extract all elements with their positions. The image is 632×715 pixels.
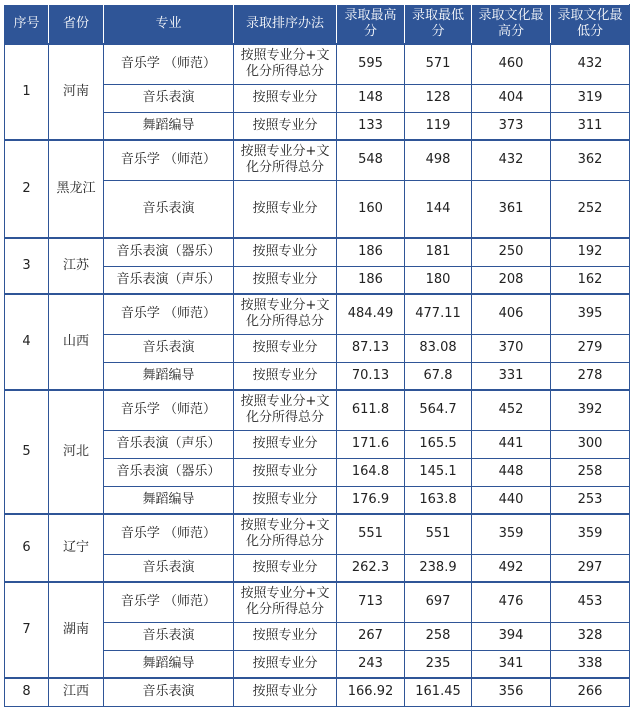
row-min: 163.8 (405, 486, 472, 514)
row-cmax: 394 (472, 622, 551, 650)
header-no: 序号 (5, 5, 49, 45)
row-method: 按照专业分+文化分所得总分 (234, 582, 337, 622)
row-no: 3 (5, 238, 49, 294)
row-cmax: 359 (472, 514, 551, 554)
row-method: 按照专业分 (234, 650, 337, 678)
row-min: 697 (405, 582, 472, 622)
row-method: 按照专业分 (234, 266, 337, 294)
row-max: 70.13 (337, 362, 405, 390)
row-min: 67.8 (405, 362, 472, 390)
row-method: 按照专业分 (234, 84, 337, 112)
row-min: 83.08 (405, 334, 472, 362)
row-no: 2 (5, 140, 49, 238)
row-min: 145.1 (405, 458, 472, 486)
row-cmax: 208 (472, 266, 551, 294)
row-cmin: 432 (551, 44, 630, 84)
row-cmin: 297 (551, 554, 630, 582)
row-method: 按照专业分 (234, 334, 337, 362)
row-max: 243 (337, 650, 405, 678)
row-max: 186 (337, 238, 405, 266)
row-cmin: 453 (551, 582, 630, 622)
table-row (5, 678, 630, 706)
row-max: 160 (337, 180, 405, 238)
row-cmin: 362 (551, 140, 630, 180)
row-min: 258 (405, 622, 472, 650)
row-method: 按照专业分 (234, 430, 337, 458)
row-cmin: 278 (551, 362, 630, 390)
row-min: 235 (405, 650, 472, 678)
table-row (5, 44, 630, 84)
header-culture-min: 录取文化最低分 (551, 5, 630, 45)
row-province: 江苏 (49, 238, 104, 294)
row-major: 音乐学 （师范） (104, 140, 234, 180)
row-province: 河北 (49, 390, 104, 514)
row-cmax: 404 (472, 84, 551, 112)
row-max: 484.49 (337, 294, 405, 334)
row-major: 舞蹈编导 (104, 486, 234, 514)
row-min: 551 (405, 514, 472, 554)
row-min: 128 (405, 84, 472, 112)
header-min-score: 录取最低分 (405, 5, 472, 45)
row-method: 按照专业分 (234, 554, 337, 582)
row-cmin: 192 (551, 238, 630, 266)
row-cmin: 279 (551, 334, 630, 362)
row-cmin: 253 (551, 486, 630, 514)
table-row (5, 582, 630, 622)
row-cmax: 356 (472, 678, 551, 706)
row-method: 按照专业分 (234, 458, 337, 486)
header-province: 省份 (49, 5, 104, 45)
row-major: 音乐表演 (104, 554, 234, 582)
row-method: 按照专业分+文化分所得总分 (234, 390, 337, 430)
row-cmin: 395 (551, 294, 630, 334)
row-major: 音乐表演（声乐） (104, 266, 234, 294)
row-cmax: 361 (472, 180, 551, 238)
row-max: 551 (337, 514, 405, 554)
row-cmax: 331 (472, 362, 551, 390)
row-cmax: 432 (472, 140, 551, 180)
row-cmin: 266 (551, 678, 630, 706)
header-row (5, 5, 630, 45)
row-cmax: 341 (472, 650, 551, 678)
row-cmax: 441 (472, 430, 551, 458)
row-major: 音乐学 （师范） (104, 44, 234, 84)
header-major: 专业 (104, 5, 234, 45)
row-major: 音乐表演 (104, 622, 234, 650)
row-method: 按照专业分 (234, 180, 337, 238)
row-cmin: 311 (551, 112, 630, 140)
row-major: 舞蹈编导 (104, 112, 234, 140)
row-min: 238.9 (405, 554, 472, 582)
row-cmin: 252 (551, 180, 630, 238)
row-major: 音乐表演 (104, 334, 234, 362)
row-method: 按照专业分 (234, 622, 337, 650)
row-cmax: 476 (472, 582, 551, 622)
row-cmax: 373 (472, 112, 551, 140)
row-major: 舞蹈编导 (104, 362, 234, 390)
row-major: 音乐学 （师范） (104, 514, 234, 554)
row-major: 舞蹈编导 (104, 650, 234, 678)
row-method: 按照专业分 (234, 486, 337, 514)
row-no: 7 (5, 582, 49, 678)
row-cmin: 328 (551, 622, 630, 650)
row-major: 音乐表演（器乐） (104, 458, 234, 486)
row-major: 音乐表演（声乐） (104, 430, 234, 458)
row-no: 6 (5, 514, 49, 582)
table-row (5, 238, 630, 266)
row-max: 713 (337, 582, 405, 622)
row-max: 262.3 (337, 554, 405, 582)
row-min: 571 (405, 44, 472, 84)
row-max: 164.8 (337, 458, 405, 486)
row-major: 音乐学 （师范） (104, 390, 234, 430)
row-province: 湖南 (49, 582, 104, 678)
row-max: 595 (337, 44, 405, 84)
row-min: 181 (405, 238, 472, 266)
row-cmin: 392 (551, 390, 630, 430)
row-min: 165.5 (405, 430, 472, 458)
row-major: 音乐学 （师范） (104, 582, 234, 622)
row-major: 音乐表演 (104, 84, 234, 112)
row-major: 音乐学 （师范） (104, 294, 234, 334)
row-no: 1 (5, 44, 49, 140)
row-province: 山西 (49, 294, 104, 390)
row-method: 按照专业分 (234, 678, 337, 706)
row-major: 音乐表演 (104, 180, 234, 238)
row-cmin: 359 (551, 514, 630, 554)
row-cmin: 258 (551, 458, 630, 486)
row-method: 按照专业分+文化分所得总分 (234, 514, 337, 554)
row-min: 564.7 (405, 390, 472, 430)
row-max: 171.6 (337, 430, 405, 458)
row-cmax: 460 (472, 44, 551, 84)
header-culture-max: 录取文化最高分 (472, 5, 551, 45)
row-cmin: 300 (551, 430, 630, 458)
row-method: 按照专业分 (234, 238, 337, 266)
row-cmax: 452 (472, 390, 551, 430)
row-province: 江西 (49, 678, 104, 706)
row-max: 611.8 (337, 390, 405, 430)
row-min: 144 (405, 180, 472, 238)
row-province: 黑龙江 (49, 140, 104, 238)
row-major: 音乐表演（器乐） (104, 238, 234, 266)
row-cmin: 319 (551, 84, 630, 112)
row-max: 186 (337, 266, 405, 294)
row-max: 166.92 (337, 678, 405, 706)
table-row (5, 390, 630, 430)
row-max: 267 (337, 622, 405, 650)
table-row (5, 514, 630, 554)
row-min: 477.11 (405, 294, 472, 334)
row-cmax: 406 (472, 294, 551, 334)
row-cmax: 440 (472, 486, 551, 514)
row-cmax: 448 (472, 458, 551, 486)
row-cmin: 162 (551, 266, 630, 294)
row-province: 辽宁 (49, 514, 104, 582)
row-method: 按照专业分 (234, 112, 337, 140)
row-cmax: 492 (472, 554, 551, 582)
header-max-score: 录取最高分 (337, 5, 405, 45)
row-max: 148 (337, 84, 405, 112)
admission-scores-table (4, 4, 630, 707)
row-max: 133 (337, 112, 405, 140)
row-method: 按照专业分+文化分所得总分 (234, 294, 337, 334)
row-max: 87.13 (337, 334, 405, 362)
row-cmax: 370 (472, 334, 551, 362)
row-method: 按照专业分+文化分所得总分 (234, 140, 337, 180)
row-cmax: 250 (472, 238, 551, 266)
row-cmin: 338 (551, 650, 630, 678)
row-province: 河南 (49, 44, 104, 140)
row-method: 按照专业分+文化分所得总分 (234, 44, 337, 84)
table-row (5, 294, 630, 334)
row-no: 8 (5, 678, 49, 706)
row-no: 4 (5, 294, 49, 390)
table-row (5, 140, 630, 180)
row-min: 161.45 (405, 678, 472, 706)
row-no: 5 (5, 390, 49, 514)
row-max: 548 (337, 140, 405, 180)
row-max: 176.9 (337, 486, 405, 514)
row-min: 119 (405, 112, 472, 140)
row-major: 音乐表演 (104, 678, 234, 706)
row-min: 498 (405, 140, 472, 180)
row-method: 按照专业分 (234, 362, 337, 390)
header-method: 录取排序办法 (234, 5, 337, 45)
row-min: 180 (405, 266, 472, 294)
